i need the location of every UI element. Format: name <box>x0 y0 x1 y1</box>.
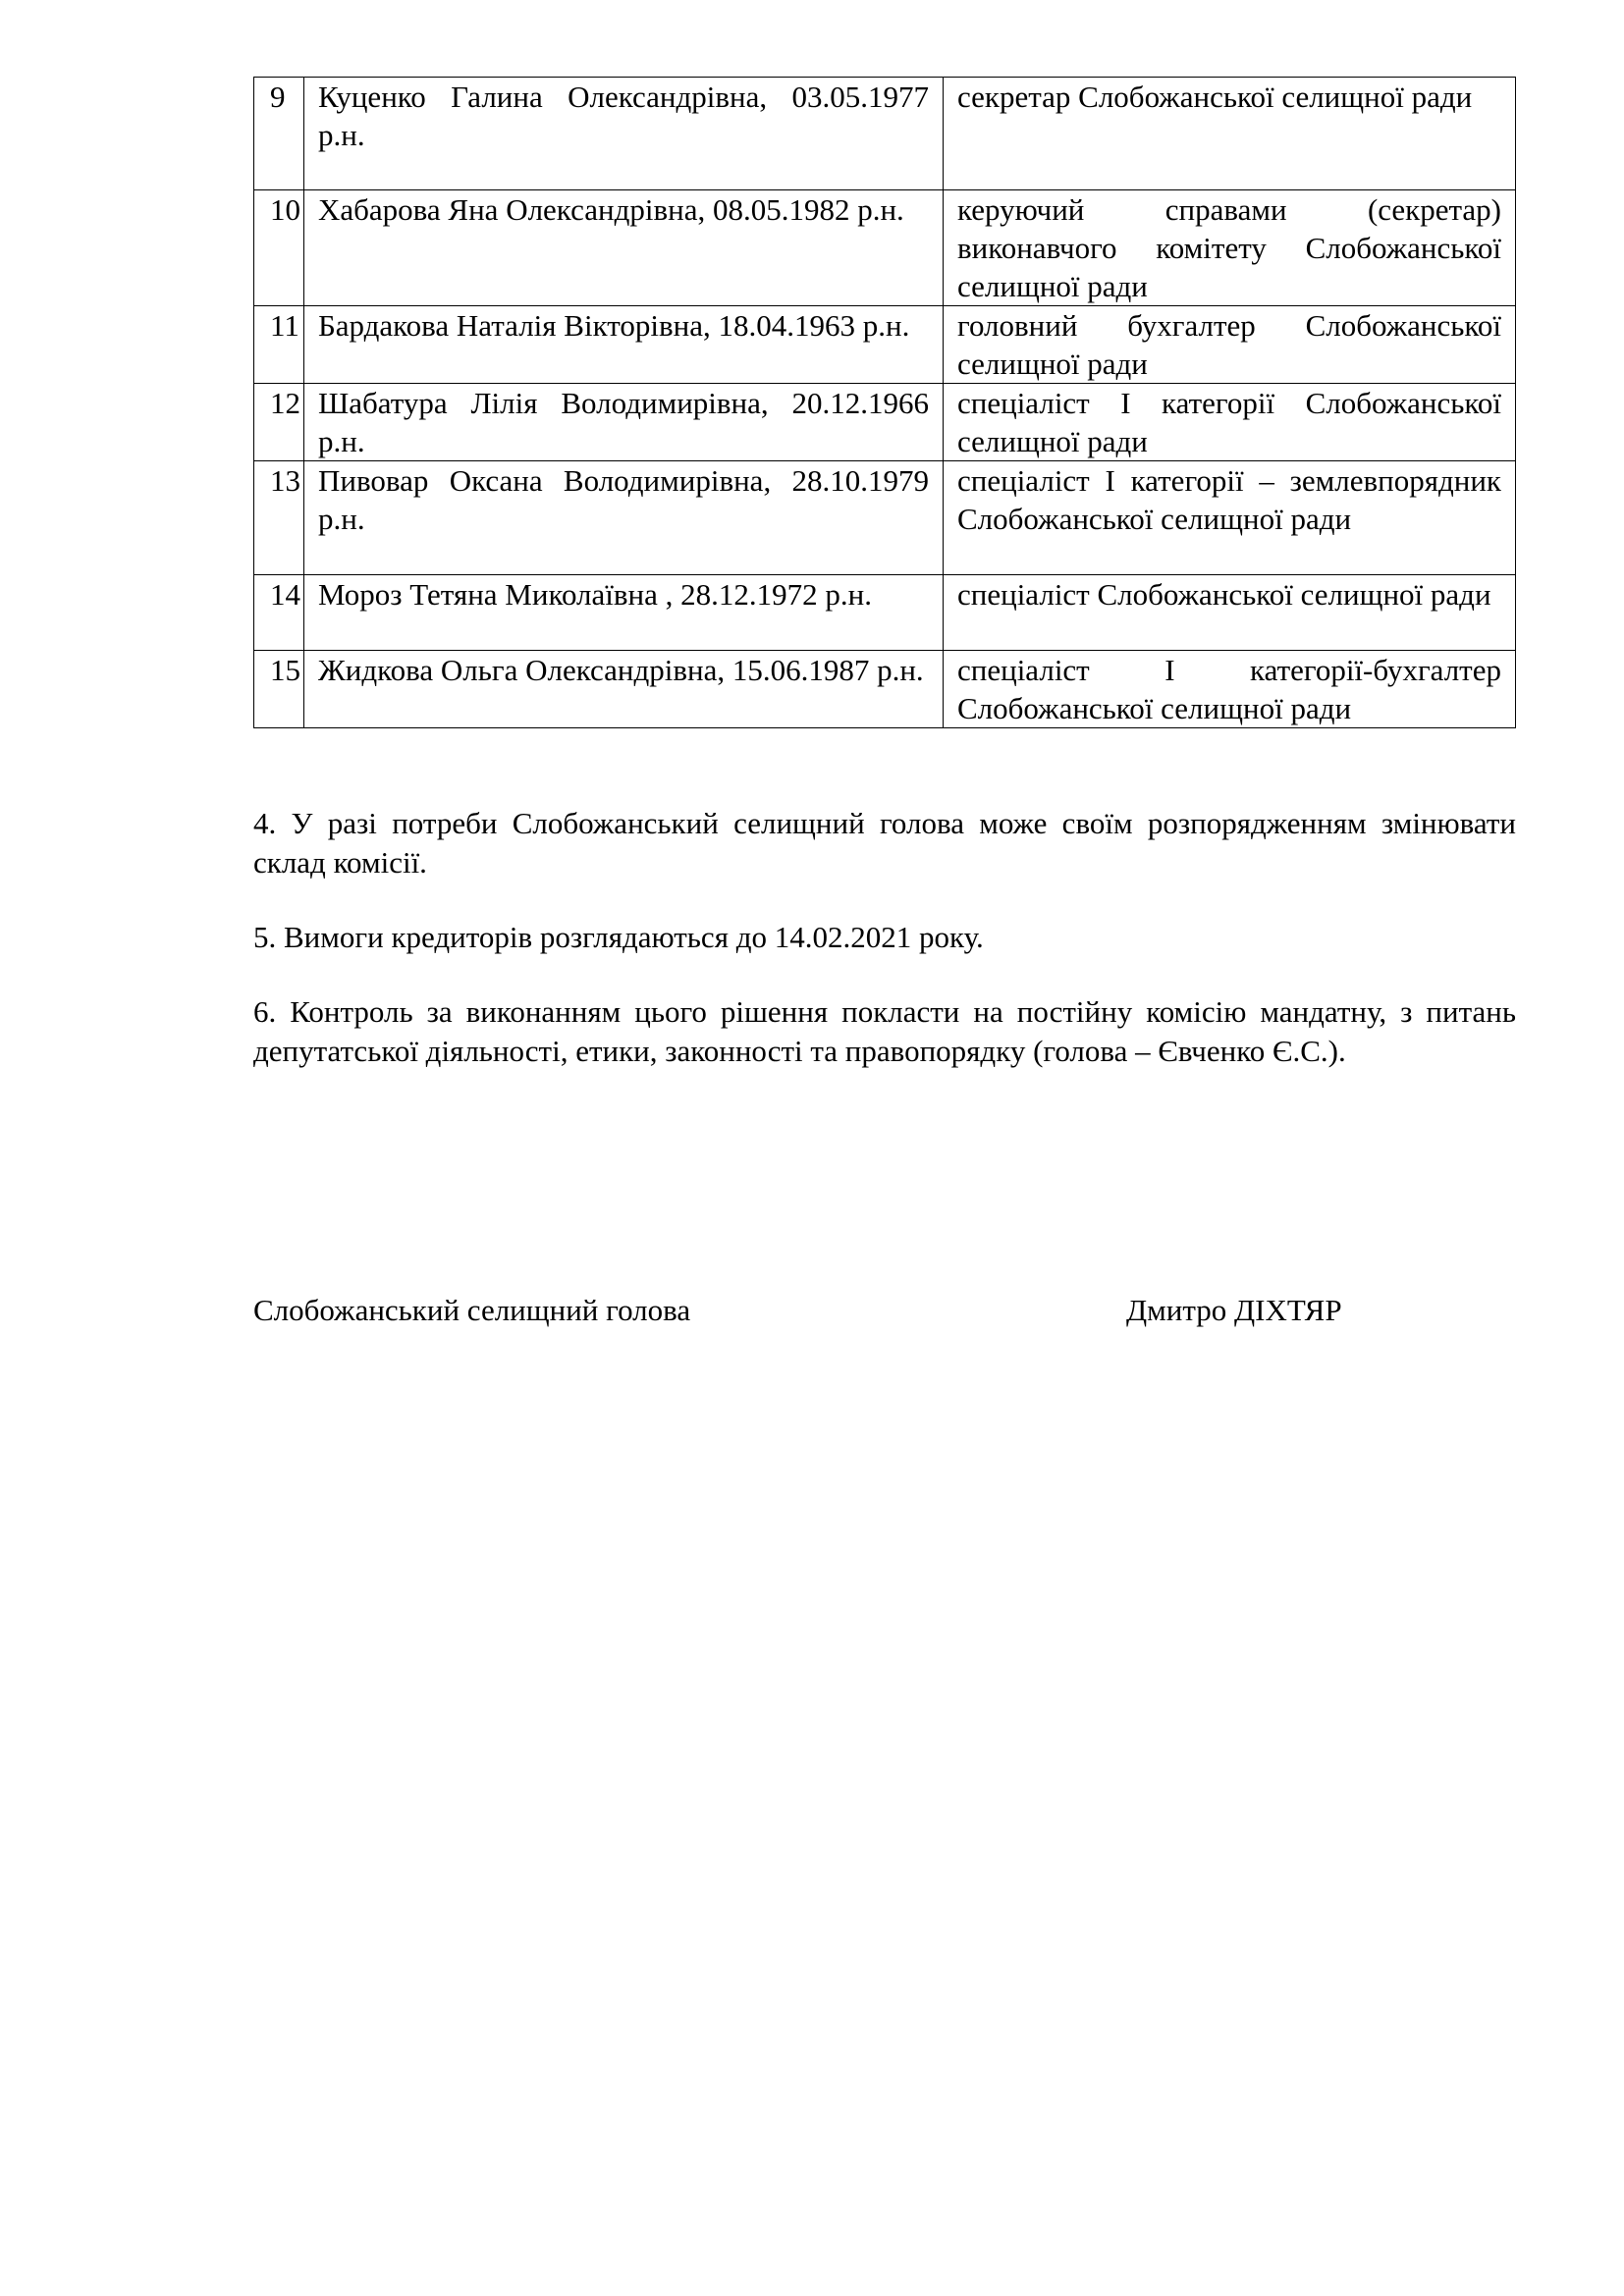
commission-members-table <box>253 77 1516 728</box>
table-row <box>254 78 1516 190</box>
table-row <box>254 384 1516 461</box>
table-row <box>254 651 1516 728</box>
signatory-name: Дмитро ДІХТЯР <box>1126 1293 1342 1327</box>
member-position: спеціаліст І категорії – землевпорядник Слобожанської селищної ради <box>944 461 1516 575</box>
member-position: спеціаліст І категорії-бухгалтер Слобожанської селищної ради <box>944 651 1516 728</box>
row-number: 9 <box>254 78 304 190</box>
table-row <box>254 190 1516 306</box>
member-position: спеціаліст І категорії Слобожанської селищної ради <box>944 384 1516 461</box>
row-number: 14 <box>254 575 304 651</box>
row-number: 10 <box>254 190 304 306</box>
member-position: спеціаліст Слобожанської селищної ради <box>944 575 1516 651</box>
paragraph-5: 5. Вимоги кредиторів розглядаються до 14.02.2021 року. <box>253 920 984 954</box>
table-row <box>254 575 1516 651</box>
row-number: 11 <box>254 306 304 384</box>
table-row <box>254 306 1516 384</box>
member-name: Мороз Тетяна Миколаївна , 28.12.1972 р.н. <box>304 575 944 651</box>
member-name: Пивовар Оксана Володимирівна, 28.10.1979 р.н. <box>304 461 944 575</box>
signatory-position: Слобожанський селищний голова <box>253 1293 691 1327</box>
member-name: Хабарова Яна Олександрівна, 08.05.1982 р.н. <box>304 190 944 306</box>
paragraph-4: 4. У разі потреби Слобожанський селищний голова може своїм розпорядженням змінювати склад комісії. <box>253 806 1516 880</box>
table-row <box>254 461 1516 575</box>
member-name: Шабатура Лілія Володимирівна, 20.12.1966 р.н. <box>304 384 944 461</box>
row-number: 12 <box>254 384 304 461</box>
member-position: керуючий справами (секретар) виконавчого комітету Слобожанської селищної ради <box>944 190 1516 306</box>
row-number: 15 <box>254 651 304 728</box>
row-number: 13 <box>254 461 304 575</box>
member-name: Бардакова Наталія Вікторівна, 18.04.1963 р.н. <box>304 306 944 384</box>
paragraph-6: 6. Контроль за виконанням цього рішення покласти на постійну комісію мандатну, з питань депутатської діяльності, етики, законності та правопорядку (голова – Євченко Є.С.). <box>253 994 1516 1068</box>
member-position: секретар Слобожанської селищної ради <box>944 78 1516 190</box>
member-name: Куценко Галина Олександрівна, 03.05.1977 р.н. <box>304 78 944 190</box>
member-name: Жидкова Ольга Олександрівна, 15.06.1987 р.н. <box>304 651 944 728</box>
member-position: головний бухгалтер Слобожанської селищної ради <box>944 306 1516 384</box>
